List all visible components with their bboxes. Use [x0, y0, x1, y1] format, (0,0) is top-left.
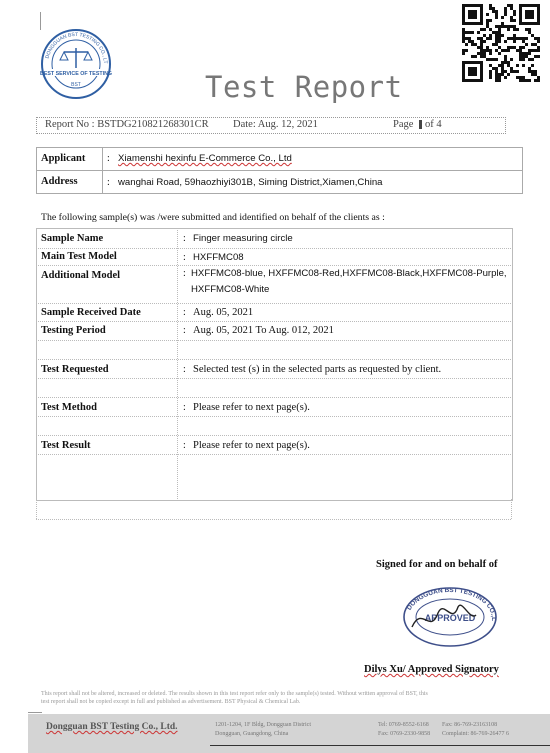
- seal-bottom-text: BST: [71, 82, 81, 88]
- received-date-value: Aug. 05, 2021: [193, 307, 254, 318]
- colon: :: [107, 177, 110, 188]
- test-requested-value: Selected test (s) in the selected parts as requested by client.: [193, 364, 442, 375]
- address-value: wanghai Road, 59haozhiyi301B, Siming District,Xiamen,China: [118, 177, 383, 188]
- signed-for-text: Signed for and on behalf of: [376, 559, 498, 570]
- colon: :: [183, 252, 186, 263]
- test-result-value: Please refer to next page(s).: [193, 440, 310, 451]
- footer-rule: [210, 745, 550, 746]
- footer-tel-1: Tel: 0769-8552-6168: [378, 722, 429, 728]
- colon: :: [183, 307, 186, 318]
- test-requested-label: Test Requested: [41, 364, 109, 375]
- footer-tel-2: Fax: 0769-2330-9858: [378, 731, 431, 737]
- colon: :: [183, 233, 186, 244]
- colon: :: [183, 268, 186, 279]
- sample-name-value: Finger measuring circle: [193, 233, 293, 244]
- footer-mail-2: Complaint: 86-769-26477 6: [442, 731, 509, 737]
- footer-address-1: 1201-1204, 1F Bldg, Dongguan District: [215, 722, 311, 728]
- stamp-ring-text: DONGGUAN BST TESTING CO.,L: [405, 586, 498, 621]
- colon: :: [183, 364, 186, 375]
- test-method-value: Please refer to next page(s).: [193, 402, 310, 413]
- additional-model-label: Additional Model: [41, 270, 121, 281]
- testing-period-label: Testing Period: [41, 325, 106, 336]
- received-date-label: Sample Received Date: [41, 307, 141, 318]
- main-model-label: Main Test Model: [41, 251, 117, 262]
- colon: :: [107, 153, 110, 164]
- page-label: Page: [393, 119, 414, 130]
- footer-address-2: Dongguan, Guangdong, China: [215, 731, 289, 737]
- test-method-label: Test Method: [41, 402, 97, 413]
- report-date: Date: Aug. 12, 2021: [233, 119, 318, 130]
- colon: :: [183, 402, 186, 413]
- colon: :: [183, 325, 186, 336]
- stamp-center-text: APPROVED: [424, 613, 476, 623]
- applicant-value: Xiamenshi hexinfu E-Commerce Co., Ltd: [118, 153, 292, 164]
- colon: :: [183, 440, 186, 451]
- disclaimer-line1: This report shall not be altered, increased or deleted. The results shown in this test report refer only to the sample(s) tested. Without written approval of BST, this: [41, 691, 428, 697]
- additional-model-value-line1: HXFFMC08-blue, HXFFMC08-Red,HXFFMC08-Black,HXFFMC08-Purple,: [191, 268, 507, 279]
- report-number: Report No : BSTDG210821268301CR: [45, 119, 209, 130]
- svg-text:DONGGUAN BST TESTING CO., LTD: [40, 28, 108, 64]
- crop-mark: [28, 712, 42, 713]
- main-model-value: HXFFMC08: [193, 252, 244, 263]
- signatory-name: Dilys Xu/ Approved Signatory: [364, 664, 499, 675]
- page-cursor: [419, 120, 422, 129]
- testing-period-value: Aug. 05, 2021 To Aug. 012, 2021: [193, 325, 334, 336]
- page-of: of 4: [425, 119, 442, 130]
- report-title: Test Report: [205, 70, 403, 104]
- seal-top-text: DONGGUAN BST TESTING CO., LT: [44, 31, 109, 64]
- footer-mail-1: Fax: 86-769-23163108: [442, 722, 498, 728]
- intro-text: The following sample(s) was /were submitted and identified on behalf of the clients as :: [41, 212, 385, 223]
- address-label: Address: [41, 176, 78, 187]
- additional-model-value-line2: HXFFMC08-White: [191, 284, 270, 295]
- report-number-bar: [36, 117, 506, 134]
- test-result-label: Test Result: [41, 440, 91, 451]
- applicant-label: Applicant: [41, 153, 86, 164]
- sample-name-label: Sample Name: [41, 233, 104, 244]
- seal-mid-text: BEST SERVICE OF TESTING: [40, 71, 112, 77]
- approval-stamp: [400, 585, 500, 650]
- disclaimer-line2: test report shall not be copied except in full and published as advertisement. BST Physical & Chemical Lab.: [41, 699, 301, 705]
- qr-code: [462, 4, 540, 82]
- footer-company: Dongguan BST Testing Co., Ltd.: [46, 722, 178, 732]
- company-logo-seal: [40, 28, 112, 100]
